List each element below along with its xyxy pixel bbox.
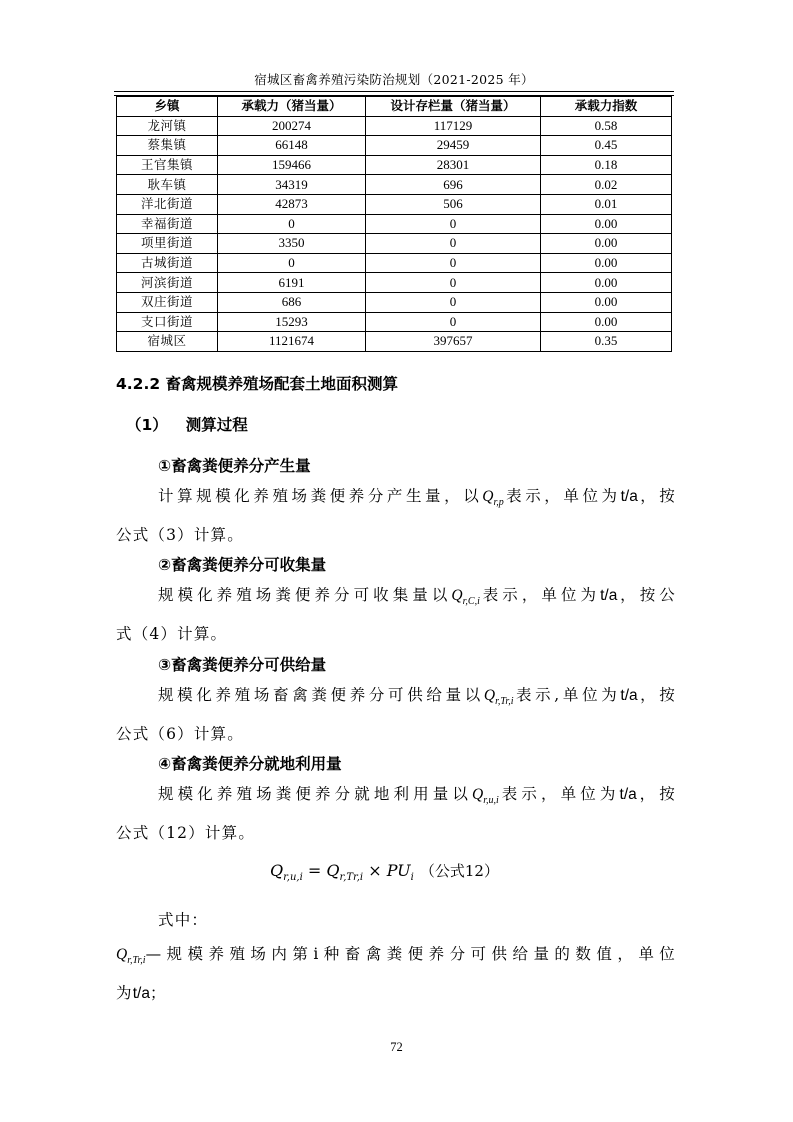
paragraph-text: 规模化养殖场粪便养分可收集量以 (158, 586, 452, 604)
paragraph-text: ，按公 (617, 586, 676, 604)
cell-designed-stock: 0 (366, 214, 541, 234)
cell-capacity: 0 (218, 253, 366, 273)
cell-town: 河滨街道 (117, 273, 218, 293)
cell-designed-stock: 0 (366, 273, 541, 293)
paragraph-text: 表示，单位为 (498, 785, 620, 803)
cell-town: 幸福街道 (117, 214, 218, 234)
cell-town: 宿城区 (117, 332, 218, 352)
cell-capacity: 686 (218, 292, 366, 312)
table-row (117, 136, 672, 156)
cell-town: 龙河镇 (117, 116, 218, 136)
table-row (117, 194, 672, 214)
cell-capacity-index: 0.02 (541, 175, 672, 195)
definition-text: ； (149, 984, 167, 1003)
paragraph-text: 表示,单位为 (513, 686, 621, 704)
cell-designed-stock: 506 (366, 194, 541, 214)
sub-heading-title: 测算过程 (185, 416, 248, 434)
cell-designed-stock: 0 (366, 312, 541, 332)
cell-designed-stock: 0 (366, 253, 541, 273)
table-body (117, 116, 672, 351)
table-row (117, 155, 672, 175)
cell-town: 耿车镇 (117, 175, 218, 195)
column-header-capacity: 承载力（猪当量） (218, 97, 366, 117)
cell-designed-stock: 117129 (366, 116, 541, 136)
table-row (117, 312, 672, 332)
cell-town: 王官集镇 (117, 155, 218, 175)
paragraph-text: 计算规模化养殖场粪便养分产生量，以 (158, 487, 483, 505)
cell-capacity: 6191 (218, 273, 366, 293)
cell-designed-stock: 28301 (366, 155, 541, 175)
cell-capacity-index: 0.00 (541, 292, 672, 312)
cell-capacity: 34319 (218, 175, 366, 195)
column-header-town: 乡镇 (117, 97, 218, 117)
paragraph-text: 表示，单位为 (503, 487, 621, 505)
item-title: ④畜禽粪便养分就地利用量 (158, 755, 342, 773)
cell-town: 双庄街道 (117, 292, 218, 312)
cell-capacity: 159466 (218, 155, 366, 175)
table-row (117, 234, 672, 254)
paragraph-text: 公式（3）计算。 (116, 526, 244, 545)
paragraph-text: 规模化养殖场畜禽粪便养分可供给量以 (158, 686, 484, 704)
table-row (117, 292, 672, 312)
cell-capacity-index: 0.58 (541, 116, 672, 136)
capacity-table (116, 96, 672, 352)
item-paragraph (116, 679, 676, 751)
cell-designed-stock: 696 (366, 175, 541, 195)
column-header-capacity-index: 承载力指数 (541, 97, 672, 117)
cell-capacity: 15293 (218, 312, 366, 332)
cell-capacity: 1121674 (218, 332, 366, 352)
variable: $Q_{r,p}$ (482, 488, 504, 509)
header-rule (114, 91, 674, 92)
paragraph-text: 公式（6）计算。 (116, 725, 244, 744)
cell-capacity-index: 0.00 (541, 234, 672, 254)
cell-designed-stock: 0 (366, 292, 541, 312)
cell-capacity: 42873 (218, 194, 366, 214)
unit: t/a (619, 786, 637, 803)
table-row (117, 175, 672, 195)
running-header: 宿城区畜禽养殖污染防治规划（2021-2025 年） (254, 72, 534, 87)
cell-capacity-index: 0.35 (541, 332, 672, 352)
variable: $Q_{r,C,i}$ (451, 587, 480, 608)
paragraph-text: 公式（12）计算。 (116, 824, 256, 843)
cell-designed-stock: 0 (366, 234, 541, 254)
item-title: ③畜禽粪便养分可供给量 (158, 656, 327, 674)
paragraph-text: 规模化养殖场粪便养分就地利用量以 (158, 785, 473, 803)
unit: t/a (620, 488, 638, 505)
variable: $Q_{r,Tr,i}$ (116, 946, 146, 967)
column-header-designed-stock: 设计存栏量（猪当量） (366, 97, 541, 117)
cell-capacity-index: 0.01 (541, 194, 672, 214)
paragraph-text: 式（4）计算。 (116, 625, 228, 644)
table-row (117, 116, 672, 136)
cell-capacity-index: 0.00 (541, 273, 672, 293)
paragraph-text: 表示，单位为 (479, 586, 601, 604)
section-heading: 4.2.2 畜禽规模养殖场配套土地面积测算 (116, 375, 399, 393)
cell-designed-stock: 29459 (366, 136, 541, 156)
formula-12 (270, 860, 499, 883)
variable-definition (116, 938, 676, 1010)
table-row (117, 273, 672, 293)
table-row (117, 253, 672, 273)
table-row (117, 214, 672, 234)
variable: $Q_{r,Tr,i}$ (483, 687, 514, 708)
unit: t/a (620, 687, 638, 704)
cell-town: 项里街道 (117, 234, 218, 254)
formula-label: （公式12） (419, 862, 499, 880)
sub-heading-number: （1） (126, 416, 168, 434)
cell-capacity: 3350 (218, 234, 366, 254)
cell-capacity-index: 0.45 (541, 136, 672, 156)
cell-town: 洋北街道 (117, 194, 218, 214)
cell-capacity-index: 0.00 (541, 253, 672, 273)
where-label: 式中： (158, 911, 209, 929)
sub-heading (126, 413, 248, 435)
cell-capacity: 66148 (218, 136, 366, 156)
item-paragraph (116, 778, 676, 850)
cell-capacity-index: 0.00 (541, 312, 672, 332)
paragraph-text: ，按 (637, 686, 676, 704)
unit: t/a (132, 985, 150, 1003)
page-number: 72 (390, 1040, 403, 1054)
cell-designed-stock: 397657 (366, 332, 541, 352)
formula-expression: $Q_{r,u,i} = Q_{r,Tr,i} \times PU_i$ (270, 861, 414, 884)
cell-capacity: 200274 (218, 116, 366, 136)
unit: t/a (600, 587, 618, 604)
table-row (117, 332, 672, 352)
item-paragraph (116, 480, 676, 552)
item-paragraph (116, 579, 676, 651)
paragraph-text: ，按 (636, 785, 677, 803)
cell-capacity: 0 (218, 214, 366, 234)
cell-town: 古城街道 (117, 253, 218, 273)
table-header-row (117, 97, 672, 117)
definition-text: 为 (116, 984, 133, 1003)
cell-town: 支口街道 (117, 312, 218, 332)
cell-town: 蔡集镇 (117, 136, 218, 156)
variable: $Q_{r,u,i}$ (472, 786, 499, 807)
cell-capacity-index: 0.00 (541, 214, 672, 234)
paragraph-text: ，按 (637, 487, 676, 505)
definition-text: —规模养殖场内第i种畜禽粪便养分可供给量的数值，单位 (145, 945, 676, 963)
item-title: ①畜禽粪便养分产生量 (158, 457, 311, 475)
cell-capacity-index: 0.18 (541, 155, 672, 175)
item-title: ②畜禽粪便养分可收集量 (158, 556, 327, 574)
